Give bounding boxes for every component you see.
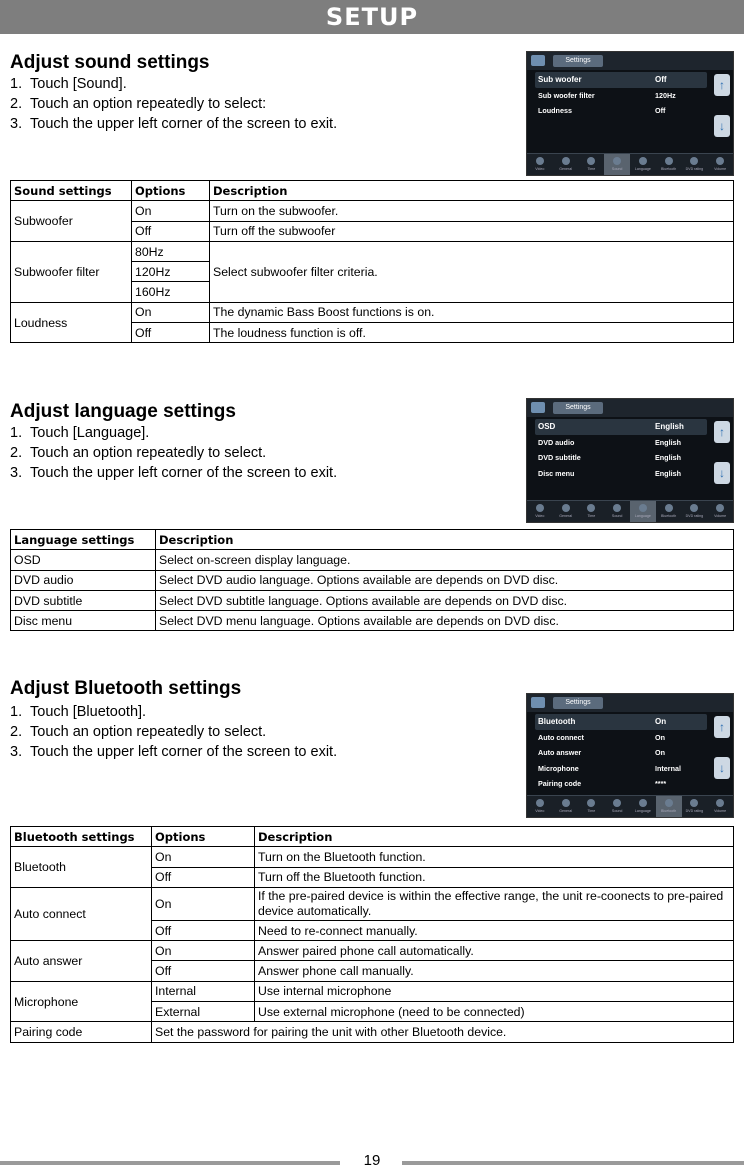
nav-item-label: Sound xyxy=(611,167,623,171)
nav-item-icon xyxy=(587,504,595,512)
screen-nav-item xyxy=(630,154,656,175)
description-cell: Turn on the Bluetooth function. xyxy=(255,847,734,867)
setting-cell: DVD audio xyxy=(11,570,156,590)
description-cell: Answer paired phone call automatically. xyxy=(255,941,734,961)
screen-nav-bar xyxy=(527,795,733,817)
nav-item-icon xyxy=(665,799,673,807)
screen-row: Auto answer On xyxy=(538,748,665,758)
description-cell: If the pre-paired device is within the effective range, the unit re-coonects to pre-paired device automatically. xyxy=(255,887,734,920)
screen-nav-item xyxy=(604,154,630,175)
nav-item-label: DVD rating xyxy=(685,167,704,171)
screen-nav-item xyxy=(630,796,656,817)
screen-row: Disc menu English xyxy=(538,468,681,478)
nav-item-label: Volume xyxy=(714,514,727,518)
language-section-title: Adjust language settings xyxy=(10,401,236,422)
nav-item-icon xyxy=(716,157,724,165)
arrow-down-icon: ↓ xyxy=(714,462,730,484)
sound-section-title: Adjust sound settings xyxy=(10,52,210,73)
description-cell: Select DVD menu language. Options available are depends on DVD disc. xyxy=(156,611,734,631)
screen-nav-item xyxy=(579,154,605,175)
table-row xyxy=(11,241,734,261)
table-header: Options xyxy=(132,181,210,201)
description-cell: Select DVD subtitle language. Options available are depends on DVD disc. xyxy=(156,590,734,610)
nav-item-icon xyxy=(690,157,698,165)
screen-nav-item xyxy=(579,796,605,817)
setting-cell: OSD xyxy=(11,550,156,570)
table-header: Options xyxy=(152,827,255,847)
step: 2. Touch an option repeatedly to select. xyxy=(10,445,267,461)
screen-nav-item xyxy=(527,154,553,175)
option-cell: On xyxy=(132,201,210,221)
nav-item-icon xyxy=(536,799,544,807)
step: 2. Touch an option repeatedly to select. xyxy=(10,724,267,740)
nav-item-icon xyxy=(690,799,698,807)
option-cell: On xyxy=(152,847,255,867)
screen-row: Pairing code **** xyxy=(538,779,667,789)
screen-nav-item xyxy=(527,501,553,522)
nav-item-label: Language xyxy=(634,809,651,813)
table-header: Bluetooth settings xyxy=(11,827,152,847)
nav-item-icon xyxy=(587,157,595,165)
screen-nav-item xyxy=(682,796,708,817)
screen-row: Bluetooth On xyxy=(535,714,707,730)
nav-item-icon xyxy=(536,157,544,165)
nav-item-label: Time xyxy=(587,167,596,171)
nav-item-icon xyxy=(665,504,673,512)
description-cell: Set the password for pairing the unit with other Bluetooth device. xyxy=(152,1022,734,1042)
nav-item-label: Time xyxy=(587,514,596,518)
table-header: Description xyxy=(210,181,734,201)
nav-item-icon xyxy=(562,157,570,165)
nav-item-label: DVD rating xyxy=(685,514,704,518)
screen-nav-bar xyxy=(527,500,733,522)
nav-item-icon xyxy=(716,799,724,807)
nav-item-label: Video xyxy=(535,514,545,518)
description-cell: The dynamic Bass Boost functions is on. xyxy=(210,302,734,322)
table-header: Description xyxy=(156,530,734,550)
screen-row: Sub woofer Off xyxy=(535,72,707,88)
step: 1. Touch [Sound]. xyxy=(10,76,127,92)
option-cell: Off xyxy=(132,323,210,343)
table-row xyxy=(11,981,734,1001)
bluetooth-section-title: Adjust Bluetooth settings xyxy=(10,678,242,699)
setting-cell: Auto answer xyxy=(11,941,152,982)
screen-nav-item xyxy=(630,501,656,522)
nav-item-label: Language xyxy=(634,514,651,518)
screen-nav-item xyxy=(579,501,605,522)
table-row xyxy=(11,847,734,867)
screen-row: DVD audio English xyxy=(538,437,681,447)
nav-item-icon xyxy=(665,157,673,165)
description-cell: Turn on the subwoofer. xyxy=(210,201,734,221)
screen-nav-item xyxy=(553,501,579,522)
footer-rule-right xyxy=(402,1161,744,1165)
screen-nav-item xyxy=(682,154,708,175)
nav-item-icon xyxy=(587,799,595,807)
screen-row: Auto connect On xyxy=(538,732,665,742)
step: 3. Touch the upper left corner of the screen to exit. xyxy=(10,116,338,132)
table-header-row xyxy=(11,530,734,550)
table-row xyxy=(11,1022,734,1042)
screen-nav-item xyxy=(656,501,682,522)
table-row xyxy=(11,611,734,631)
arrow-down-icon: ↓ xyxy=(714,757,730,779)
nav-item-label: Bluetooth xyxy=(661,809,677,813)
screen-nav-item xyxy=(553,154,579,175)
option-cell: Off xyxy=(152,961,255,981)
step: 3. Touch the upper left corner of the screen to exit. xyxy=(10,744,338,760)
description-cell: Answer phone call manually. xyxy=(255,961,734,981)
option-cell: Off xyxy=(152,867,255,887)
description-cell: Turn off the Bluetooth function. xyxy=(255,867,734,887)
nav-item-icon xyxy=(639,157,647,165)
setting-cell: Bluetooth xyxy=(11,847,152,888)
table-header-row xyxy=(11,181,734,201)
arrow-down-icon: ↓ xyxy=(714,115,730,137)
setting-cell: Loudness xyxy=(11,302,132,343)
table-row xyxy=(11,570,734,590)
option-cell: 80Hz xyxy=(132,241,210,261)
nav-item-icon xyxy=(613,799,621,807)
option-cell: 120Hz xyxy=(132,262,210,282)
nav-item-icon xyxy=(639,504,647,512)
arrow-up-icon: ↑ xyxy=(714,716,730,738)
setting-cell: Auto connect xyxy=(11,887,152,940)
nav-item-icon xyxy=(716,504,724,512)
back-icon xyxy=(531,697,545,708)
nav-item-label: Time xyxy=(587,809,596,813)
nav-item-icon xyxy=(536,504,544,512)
footer-rule-left xyxy=(0,1161,340,1165)
nav-item-label: Bluetooth xyxy=(661,167,677,171)
nav-item-label: General xyxy=(559,514,573,518)
description-cell: Select DVD audio language. Options available are depends on DVD disc. xyxy=(156,570,734,590)
screen-row: DVD subtitle English xyxy=(538,453,681,463)
description-cell: Need to re-connect manually. xyxy=(255,920,734,940)
back-icon xyxy=(531,402,545,413)
option-cell: Off xyxy=(152,920,255,940)
nav-item-label: Video xyxy=(535,167,545,171)
screen-nav-item xyxy=(553,796,579,817)
table-row xyxy=(11,941,734,961)
description-cell: Select on-screen display language. xyxy=(156,550,734,570)
bluetooth-steps xyxy=(10,702,337,762)
nav-item-icon xyxy=(690,504,698,512)
nav-item-icon xyxy=(639,799,647,807)
option-cell: Off xyxy=(132,221,210,241)
setting-cell: Disc menu xyxy=(11,611,156,631)
setting-cell: Pairing code xyxy=(11,1022,152,1042)
step: 1. Touch [Language]. xyxy=(10,425,150,441)
option-cell: On xyxy=(132,302,210,322)
nav-item-label: Sound xyxy=(611,514,623,518)
description-cell: Use external microphone (need to be connected) xyxy=(255,1002,734,1022)
setting-cell: Subwoofer xyxy=(11,201,132,242)
language-settings-table xyxy=(10,529,734,631)
table-row xyxy=(11,590,734,610)
screen-row: Sub woofer filter 120Hz xyxy=(538,90,676,100)
option-cell: 160Hz xyxy=(132,282,210,302)
setting-cell: DVD subtitle xyxy=(11,590,156,610)
page-header-title: SETUP xyxy=(325,3,419,31)
step: 2. Touch an option repeatedly to select: xyxy=(10,96,267,112)
screen-row: Microphone Internal xyxy=(538,763,681,773)
nav-item-icon xyxy=(613,504,621,512)
screen-nav-item xyxy=(682,501,708,522)
nav-item-label: Volume xyxy=(714,167,727,171)
screen-nav-item xyxy=(707,501,733,522)
table-row xyxy=(11,550,734,570)
screen-nav-item xyxy=(707,796,733,817)
table-row xyxy=(11,302,734,322)
screen-option-list xyxy=(535,419,707,481)
nav-item-label: Language xyxy=(634,167,651,171)
table-row xyxy=(11,201,734,221)
language-settings-screenshot xyxy=(526,398,734,523)
option-cell: On xyxy=(152,941,255,961)
option-cell: External xyxy=(152,1002,255,1022)
step: 1. Touch [Bluetooth]. xyxy=(10,704,147,720)
page-number: 19 xyxy=(363,1152,381,1168)
screen-nav-bar xyxy=(527,153,733,175)
screen-tab: Settings xyxy=(553,402,603,414)
description-cell: Use internal microphone xyxy=(255,981,734,1001)
nav-item-label: DVD rating xyxy=(685,809,704,813)
nav-item-label: Bluetooth xyxy=(661,514,677,518)
description-cell: The loudness function is off. xyxy=(210,323,734,343)
description-cell: Turn off the subwoofer xyxy=(210,221,734,241)
screen-row: OSD English xyxy=(535,419,707,435)
nav-item-label: General xyxy=(559,809,573,813)
arrow-up-icon: ↑ xyxy=(714,421,730,443)
screen-tab: Settings xyxy=(553,697,603,709)
nav-item-icon xyxy=(562,799,570,807)
nav-item-label: Video xyxy=(535,809,545,813)
nav-item-label: General xyxy=(559,167,573,171)
screen-nav-item xyxy=(527,796,553,817)
table-header: Sound settings xyxy=(11,181,132,201)
bluetooth-settings-table xyxy=(10,826,734,1043)
nav-item-icon xyxy=(562,504,570,512)
bluetooth-settings-screenshot xyxy=(526,693,734,818)
option-cell: On xyxy=(152,887,255,920)
table-header: Description xyxy=(255,827,734,847)
nav-item-label: Volume xyxy=(714,809,727,813)
screen-option-list xyxy=(535,714,707,792)
table-header: Language settings xyxy=(11,530,156,550)
sound-settings-table xyxy=(10,180,734,343)
nav-item-label: Sound xyxy=(611,809,623,813)
description-cell: Select subwoofer filter criteria. xyxy=(210,241,734,302)
step: 3. Touch the upper left corner of the screen to exit. xyxy=(10,465,338,481)
nav-item-icon xyxy=(613,157,621,165)
screen-nav-item xyxy=(656,154,682,175)
screen-row: Loudness Off xyxy=(538,106,666,116)
sound-settings-screenshot xyxy=(526,51,734,176)
screen-option-list xyxy=(535,72,707,119)
sound-steps xyxy=(10,74,337,134)
table-row xyxy=(11,887,734,920)
option-cell: Internal xyxy=(152,981,255,1001)
back-icon xyxy=(531,55,545,66)
screen-nav-item xyxy=(604,796,630,817)
screen-nav-item xyxy=(656,796,682,817)
screen-tab: Settings xyxy=(553,55,603,67)
screen-nav-item xyxy=(707,154,733,175)
arrow-up-icon: ↑ xyxy=(714,74,730,96)
screen-nav-item xyxy=(604,501,630,522)
setting-cell: Microphone xyxy=(11,981,152,1022)
setting-cell: Subwoofer filter xyxy=(11,241,132,302)
table-header-row xyxy=(11,827,734,847)
language-steps xyxy=(10,423,337,483)
